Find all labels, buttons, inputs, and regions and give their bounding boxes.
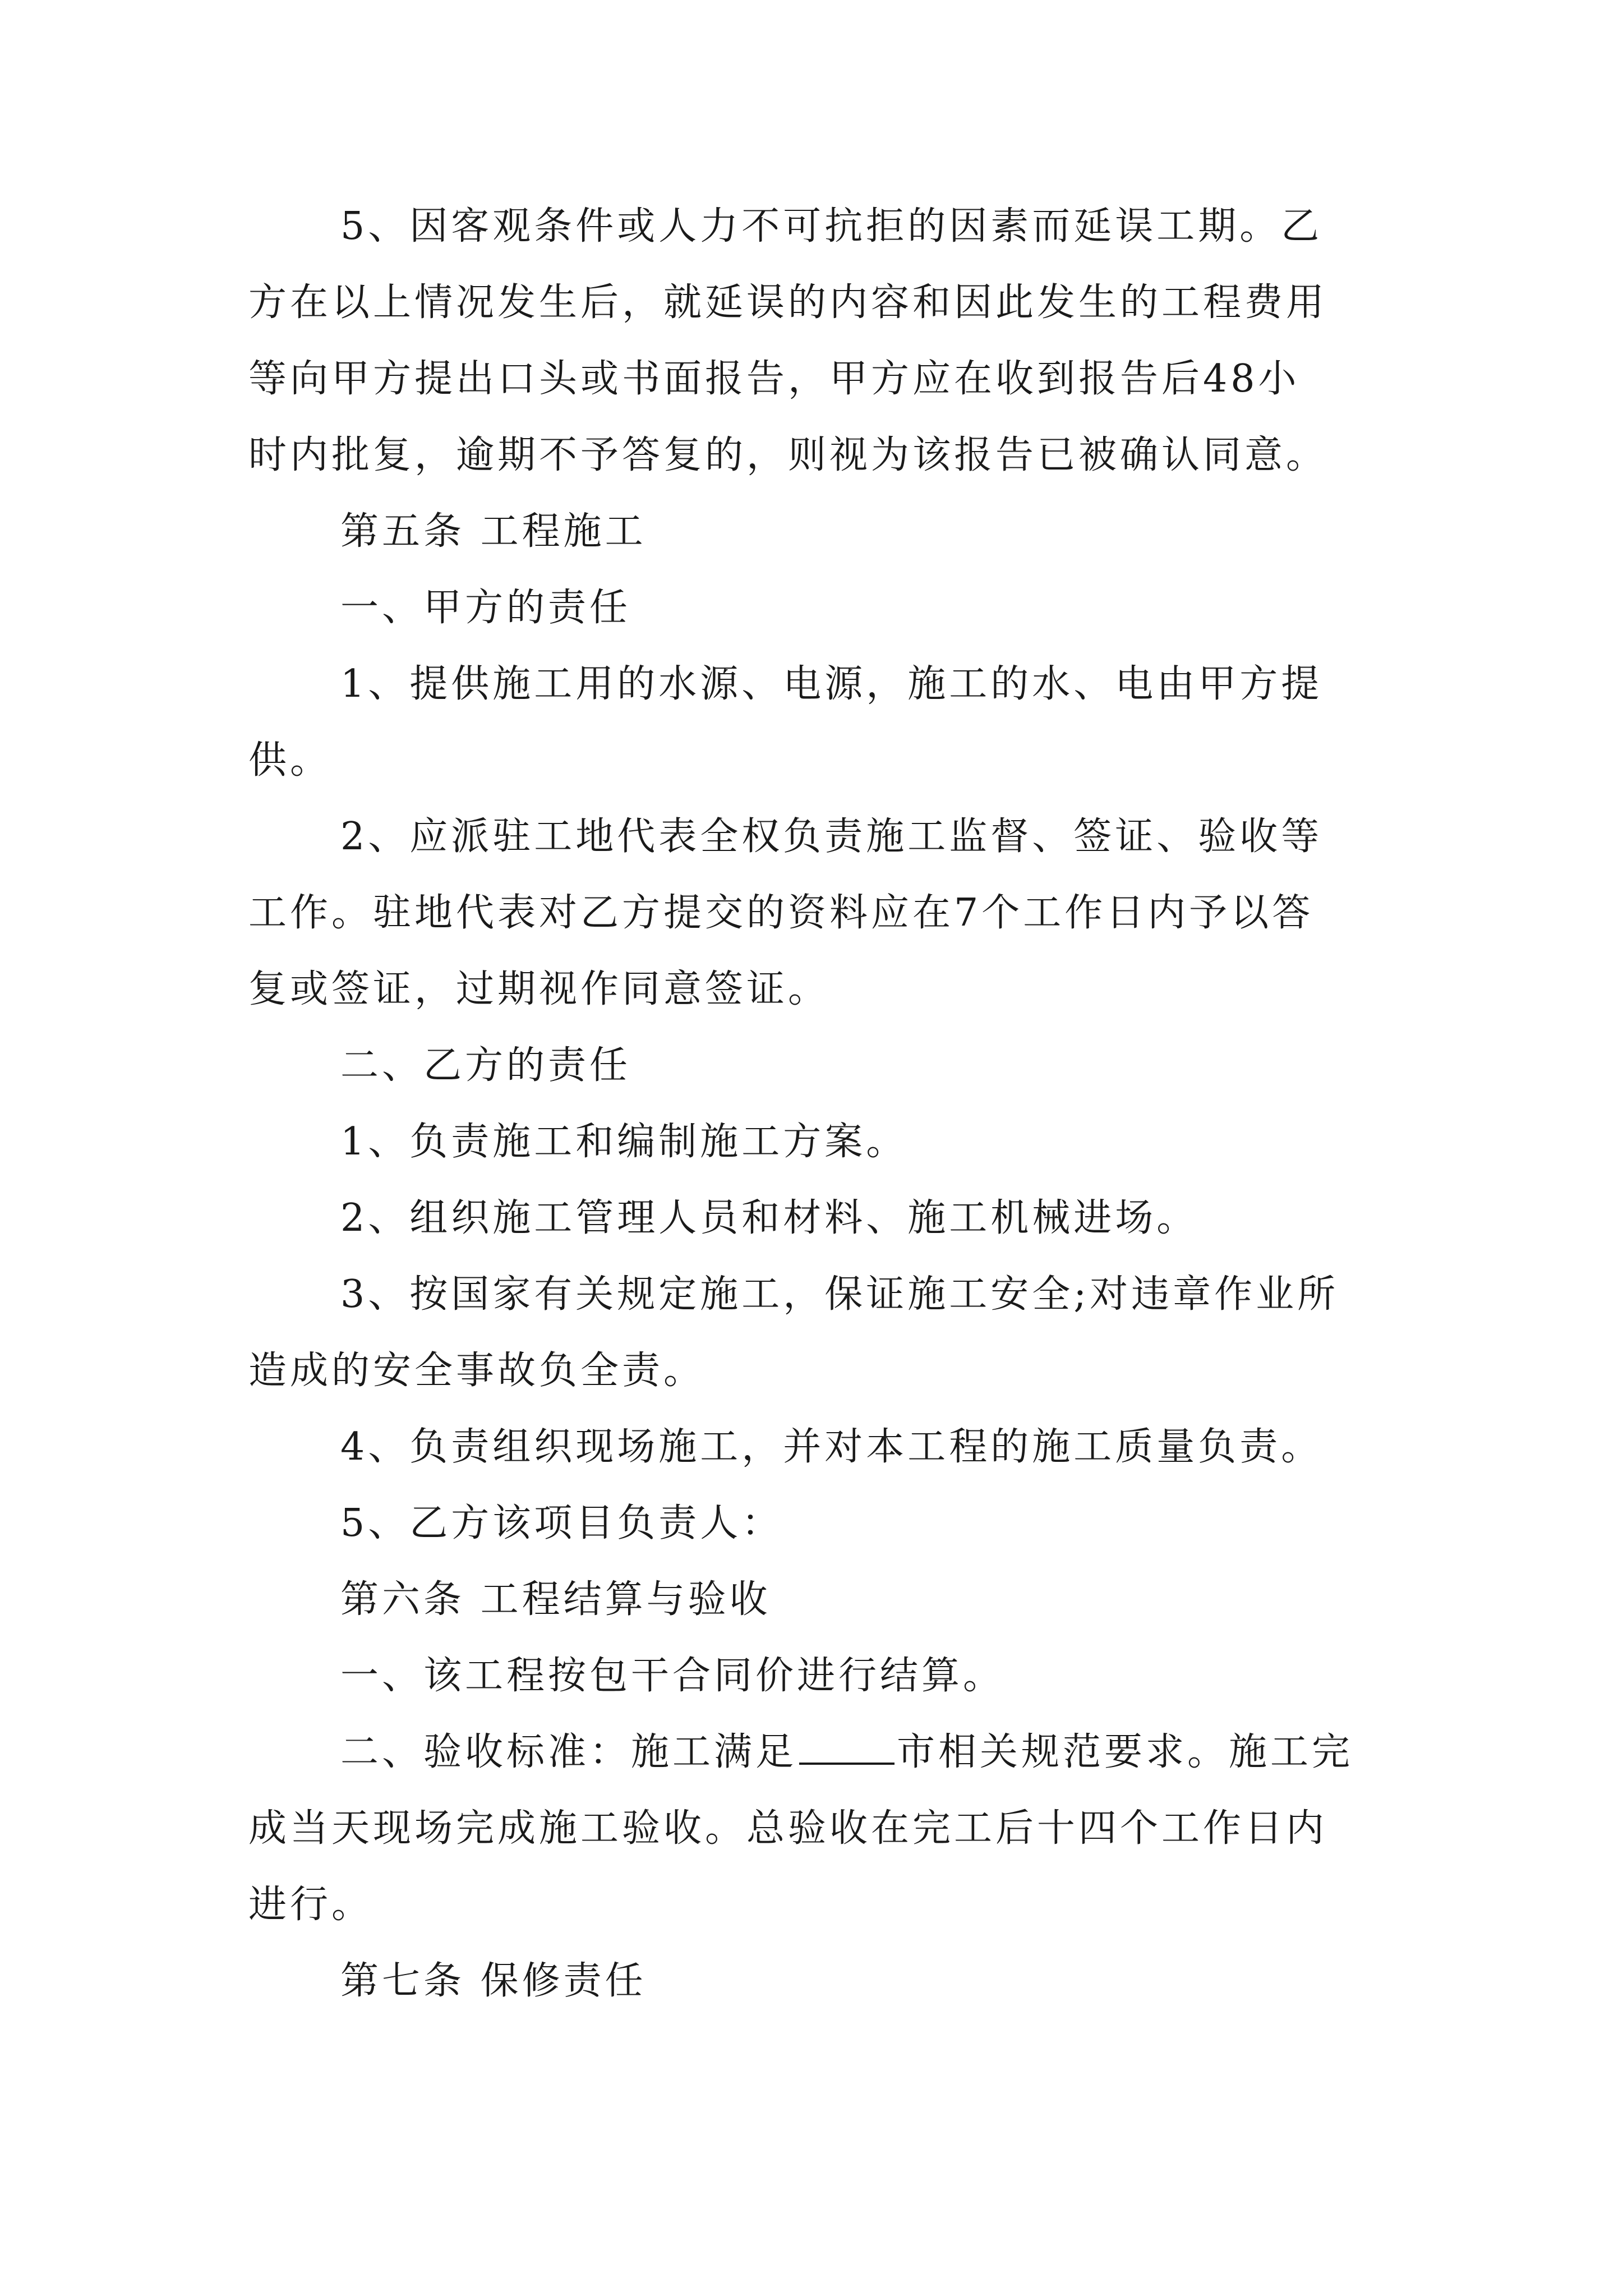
paragraph-line: 时内批复，逾期不予答复的，则视为该报告已被确认同意。 (248, 433, 1328, 477)
section-heading: 第七条 保修责任 (340, 1959, 647, 2003)
paragraph-line: 2、应派驻工地代表全权负责施工监督、签证、验收等 (340, 815, 1323, 859)
paragraph-line: 4、负责组织现场施工，并对本工程的施工质量负责。 (340, 1425, 1323, 1469)
paragraph-line: 供。 (248, 738, 332, 783)
paragraph-line: 2、组织施工管理人员和材料、施工机械进场。 (340, 1196, 1198, 1240)
paragraph-line: 5、乙方该项目负责人： (340, 1501, 783, 1545)
fill-in-blank (799, 1730, 895, 1765)
document-body (248, 188, 1393, 2019)
blank-before-text: 二、验收标准：施工满足 (340, 1730, 797, 1774)
paragraph-line: 1、负责施工和编制施工方案。 (340, 1120, 908, 1164)
paragraph-line: 5、因客观条件或人力不可抗拒的因素而延误工期。乙 (340, 204, 1323, 249)
paragraph-line: 进行。 (248, 1883, 374, 1927)
paragraph-line: 工作。驻地代表对乙方提交的资料应在7个工作日内予以答 (248, 891, 1314, 935)
subsection-heading: 二、乙方的责任 (340, 1043, 631, 1088)
paragraph-line: 方在以上情况发生后，就延误的内容和因此发生的工程费用 (248, 280, 1328, 325)
paragraph-line: 成当天现场完成施工验收。总验收在完工后十四个工作日内 (248, 1806, 1328, 1851)
paragraph-line: 造成的安全事故负全责。 (248, 1349, 706, 1393)
paragraph-line: 3、按国家有关规定施工，保证施工安全;对违章作业所 (340, 1272, 1339, 1317)
paragraph-line: 1、提供施工用的水源、电源，施工的水、电由甲方提 (340, 662, 1323, 706)
paragraph-line-with-blank (248, 1714, 1393, 1791)
paragraph-line: 复或签证，过期视作同意签证。 (248, 967, 830, 1011)
paragraph-line: 等向甲方提出口头或书面报告，甲方应在收到报告后48小 (248, 357, 1300, 401)
section-heading: 第五条 工程施工 (340, 509, 647, 554)
section-heading: 第六条 工程结算与验收 (340, 1577, 771, 1622)
paragraph-line: 一、该工程按包干合同价进行结算。 (340, 1654, 1005, 1698)
subsection-heading: 一、甲方的责任 (340, 586, 631, 630)
blank-after-text: 市相关规范要求。施工完 (897, 1730, 1354, 1774)
